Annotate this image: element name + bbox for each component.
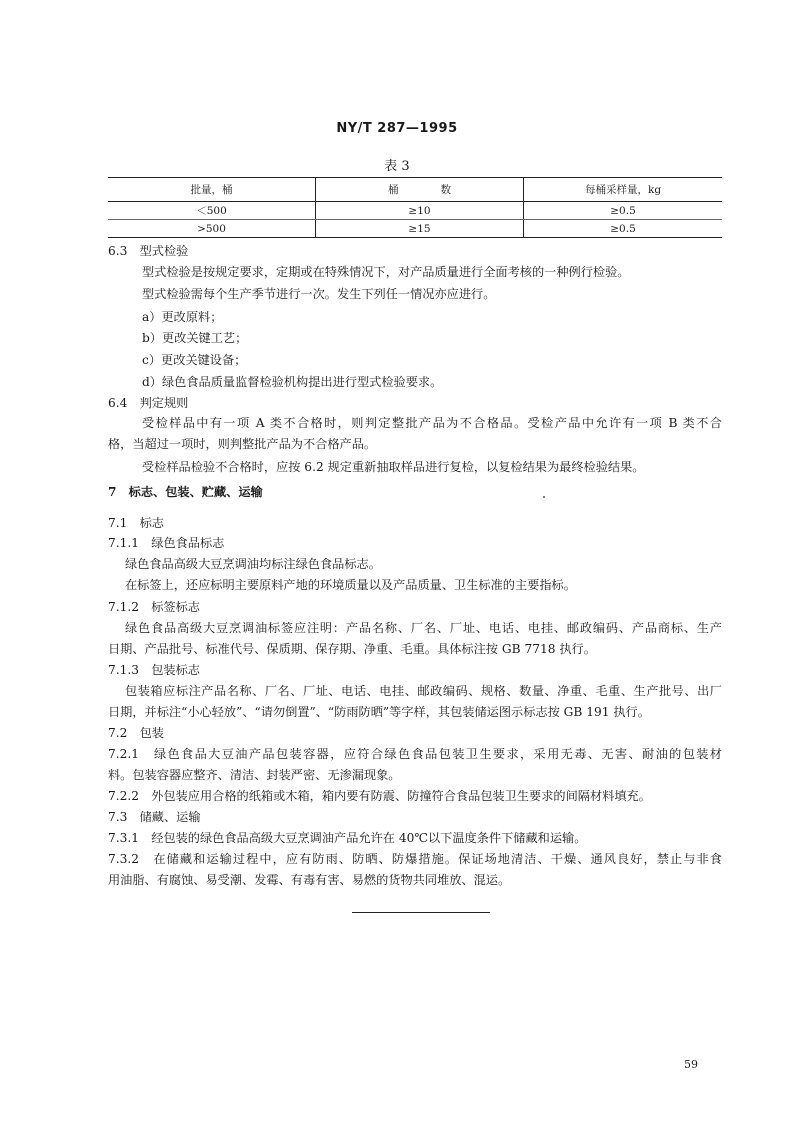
- table-row: [108, 220, 722, 238]
- sampling-table: [108, 177, 722, 238]
- table-cell: ≥0.5: [524, 220, 723, 238]
- table-header-cell: 批量，桶: [108, 178, 316, 202]
- list-item: b）更改关键工艺；: [142, 331, 248, 345]
- section-7-3-heading: 7.3 储藏、运输: [108, 810, 201, 824]
- table-row: [108, 202, 722, 220]
- paragraph: 日期、产品批号、标准代号、保质期、保存期、净重、毛重。具体标注按 GB 7718 执行。: [108, 642, 596, 656]
- paragraph: 型式检验需每个生产季节进行一次。发生下列任一情况亦应进行。: [142, 287, 496, 301]
- table-header-cell: 每桶采样量，kg: [524, 178, 723, 202]
- table-cell: ≥10: [316, 202, 524, 220]
- section-7-2-1-text: 7.2.1 绿色食品大豆油产品包装容器，应符合绿色食品包装卫生要求，采用无毒、无害、耐油的包装材: [108, 747, 722, 761]
- paragraph: 包装箱应标注产品名称、厂名、厂址、电话、电挂、邮政编码、规格、数量、净重、毛重、生产批号、出厂: [125, 684, 722, 698]
- section-7-2-2-text: 7.2.2 外包装应用合格的纸箱或木箱，箱内要有防震、防撞符合食品包装卫生要求的间隔材料填充。: [108, 789, 651, 803]
- paragraph: 受检样品中有一项 A 类不合格时，则判定整批产品为不合格品。受检产品中允许有一项 B 类不合: [142, 416, 722, 430]
- section-7-1-1-heading: 7.1.1 绿色食品标志: [108, 536, 225, 550]
- section-7-heading: 7 标志、包装、贮藏、运输: [108, 485, 263, 499]
- section-7-3-1-text: 7.3.1 经包装的绿色食品高级大豆烹调油产品允许在 40℃以下温度条件下储藏和运输。: [108, 831, 587, 845]
- section-7-3-2-text: 7.3.2 在储藏和运输过程中，应有防雨、防晒、防爆措施。保证场地清洁、干燥、通风良好，禁止与非食: [108, 852, 722, 866]
- paragraph: 受检样品检验不合格时，应按 6.2 规定重新抽取样品进行复检，以复检结果为最终检验结果。: [142, 460, 645, 474]
- section-7-2-heading: 7.2 包装: [108, 726, 164, 740]
- paragraph: 绿色食品高级大豆烹调油标签应注明：产品名称、厂名、厂址、电话、电挂、邮政编码、产品商标、生产: [125, 621, 722, 635]
- paragraph: 在标签上，还应标明主要原料产地的环境质量以及产品质量、卫生标准的主要指标。: [125, 578, 576, 592]
- list-item: d）绿色食品质量监督检验机构提出进行型式检验要求。: [142, 375, 443, 389]
- table-cell: ＜500: [108, 202, 316, 220]
- list-item: c）更改关键设备；: [142, 353, 247, 367]
- scan-speck: [543, 496, 545, 498]
- paragraph: 型式检验是按规定要求，定期或在特殊情况下，对产品质量进行全面考核的一种例行检验。: [142, 265, 630, 279]
- table-cell: >500: [108, 220, 316, 238]
- page-number: 59: [684, 1058, 698, 1071]
- standard-number-header: NY/T 287—1995: [336, 121, 458, 136]
- section-7-1-3-heading: 7.1.3 包装标志: [108, 663, 200, 677]
- table-caption: 表 3: [384, 159, 410, 174]
- section-6-4-heading: 6.4 判定规则: [108, 396, 189, 410]
- table-header-cell: 桶 数: [316, 178, 524, 202]
- end-rule: [352, 912, 490, 913]
- list-item: a）更改原料；: [142, 310, 223, 324]
- paragraph: 日期，并标注“小心轻放”、“请勿倒置”、“防雨防晒”等字样，其包装储运图示标志按 GB 191 执行。: [108, 705, 650, 719]
- table-cell: ≥0.5: [524, 202, 723, 220]
- paragraph: 格，当超过一项时，则判整批产品为不合格产品。: [108, 437, 377, 451]
- section-7-1-heading: 7.1 标志: [108, 516, 164, 530]
- paragraph: 料。包装容器应整齐、清洁、封装严密、无渗漏现象。: [108, 768, 401, 782]
- table-header-row: [108, 178, 722, 202]
- table-cell: ≥15: [316, 220, 524, 238]
- section-7-1-2-heading: 7.1.2 标签标志: [108, 600, 200, 614]
- paragraph: 绿色食品高级大豆烹调油均标注绿色食品标志。: [125, 557, 381, 571]
- paragraph: 用油脂、有腐蚀、易受潮、发霉、有毒有害、易燃的货物共同堆放、混运。: [108, 873, 511, 887]
- section-6-3-heading: 6.3 型式检验: [108, 244, 189, 258]
